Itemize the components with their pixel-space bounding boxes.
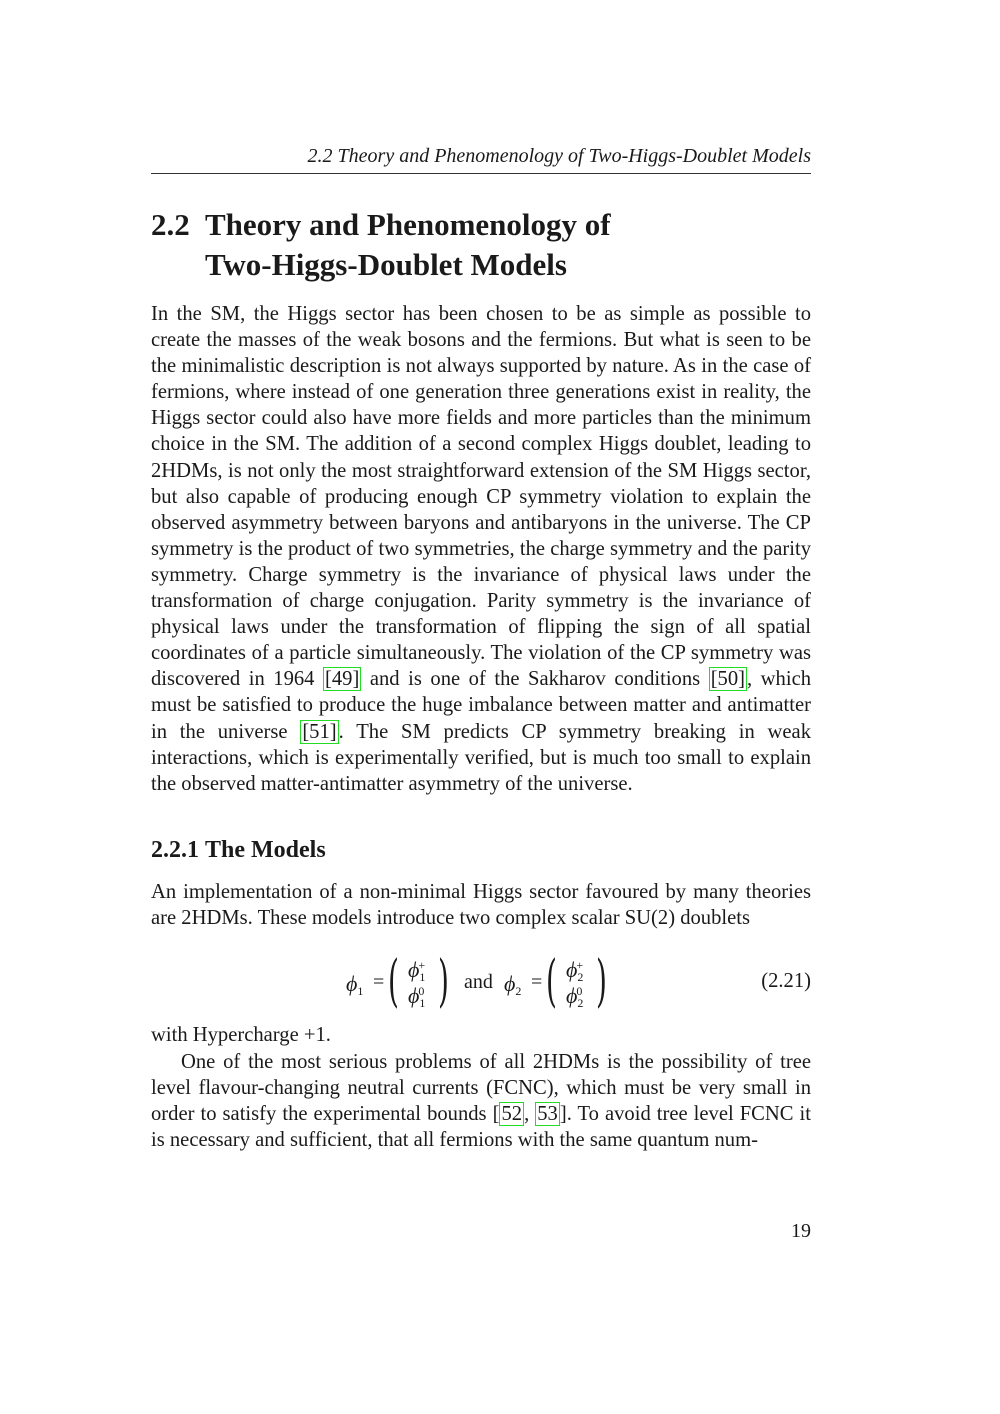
subsection-title (151, 835, 326, 865)
models-paragraph: An implementation of a non-minimal Higgs sector favoured by many theories are 2HDMs. These models introduce two complex scalar SU(2) doublets (151, 881, 811, 930)
equals-sign-1: = (373, 971, 385, 993)
right-paren-1: ) (438, 949, 449, 1014)
citation-bracket: [ (492, 1103, 500, 1126)
citation-53[interactable]: 53 (537, 1103, 558, 1126)
paragraph-text: In the SM, the Higgs sector has been chosen to be as simple as possible to create the masses of the weak bosons and the fermions. But what is seen to be the minimalistic description is not always supported by nature. As in the case of fermions, where instead of one generation three generations exist in reality, the Higgs sector could also have more fields and more particles than the minimum choice in the SM. The addition of a second complex Higgs doublet, leading to 2HDMs, is not only the most straightforward extension of the SM Higgs sector, but also capable of producing enough CP symmetry violation to explain the observed asymmetry between baryons and antibaryons in the universe. The CP symmetry is the product of two symmetries, the charge symmetry and the parity symmetry. Charge symmetry is the invariance of physical laws under the transformation of charge conjugation. Parity symmetry is the invariance of physical laws under the transformation of flipping the sign of all spatial coordinates of a particle simultaneously. The violation of the CP symmetry was discovered in 1964 (151, 303, 811, 691)
right-paren-2: ) (596, 949, 607, 1014)
section-title (151, 205, 811, 285)
equals-sign-2: = (531, 971, 543, 993)
citation-49[interactable]: [49] (325, 668, 360, 691)
section-title-line1: Theory and Phenomenology of (205, 207, 611, 242)
subsection-title-text: The Models (205, 837, 326, 863)
left-paren-1: ( (388, 949, 399, 1014)
paragraph-text: . To avoid tree level FCNC it is necessary and sufficient, that all fermions with the same quantum num- (151, 1103, 812, 1152)
citation-separator: , (524, 1103, 536, 1126)
vector1-bottom: $\phi_1^0$ (408, 983, 426, 1010)
lhs-phi2: $\phi_2$ (504, 971, 522, 998)
equation-connector: and (464, 971, 493, 993)
equation-2-21 (151, 949, 811, 1014)
paragraph-text: One of the most serious problems of all 2HDMs is the possibility of tree level flavour-changing neutral currents (FCNC), which must be very small in order to satisfy the experimental bounds (151, 1051, 811, 1126)
citation-52[interactable]: 52 (501, 1103, 523, 1126)
header-rule (151, 173, 811, 174)
running-head: 2.2 Theory and Phenomenology of Two-Higgs-Doublet Models (307, 145, 811, 167)
intro-paragraph (151, 301, 811, 797)
section-title-line2: Two-Higgs-Doublet Models (205, 247, 567, 282)
citation-50[interactable]: [50] (710, 668, 745, 691)
hypercharge-line: with Hypercharge +1. (151, 1024, 331, 1046)
left-paren-2: ( (546, 949, 557, 1014)
paragraph-text: , which must be satisfied to produce the huge imbalance between matter and antimatter in the universe (151, 668, 812, 743)
vector2-top: $\phi_2^+$ (566, 957, 584, 984)
fcnc-paragraph (151, 1049, 811, 1153)
section-number: 2.2 (151, 207, 190, 242)
vector2-bottom: $\phi_2^0$ (566, 983, 584, 1010)
page-number: 19 (791, 1220, 811, 1242)
citation-51[interactable]: [51] (302, 720, 337, 743)
equation-number: (2.21) (761, 970, 811, 992)
paragraph-text: . The SM predicts CP symmetry breaking in weak interactions, which is experimentally verified, but is much too small to explain the observed matter-antimatter asymmetry of the universe. (151, 720, 811, 795)
lhs-phi1: $\phi_1$ (346, 971, 364, 998)
citation-bracket: ] (559, 1103, 567, 1126)
subsection-number: 2.2.1 (151, 837, 199, 863)
vector1-top: $\phi_1^+$ (408, 957, 426, 984)
paragraph-text: and is one of the Sakharov conditions (361, 668, 709, 691)
